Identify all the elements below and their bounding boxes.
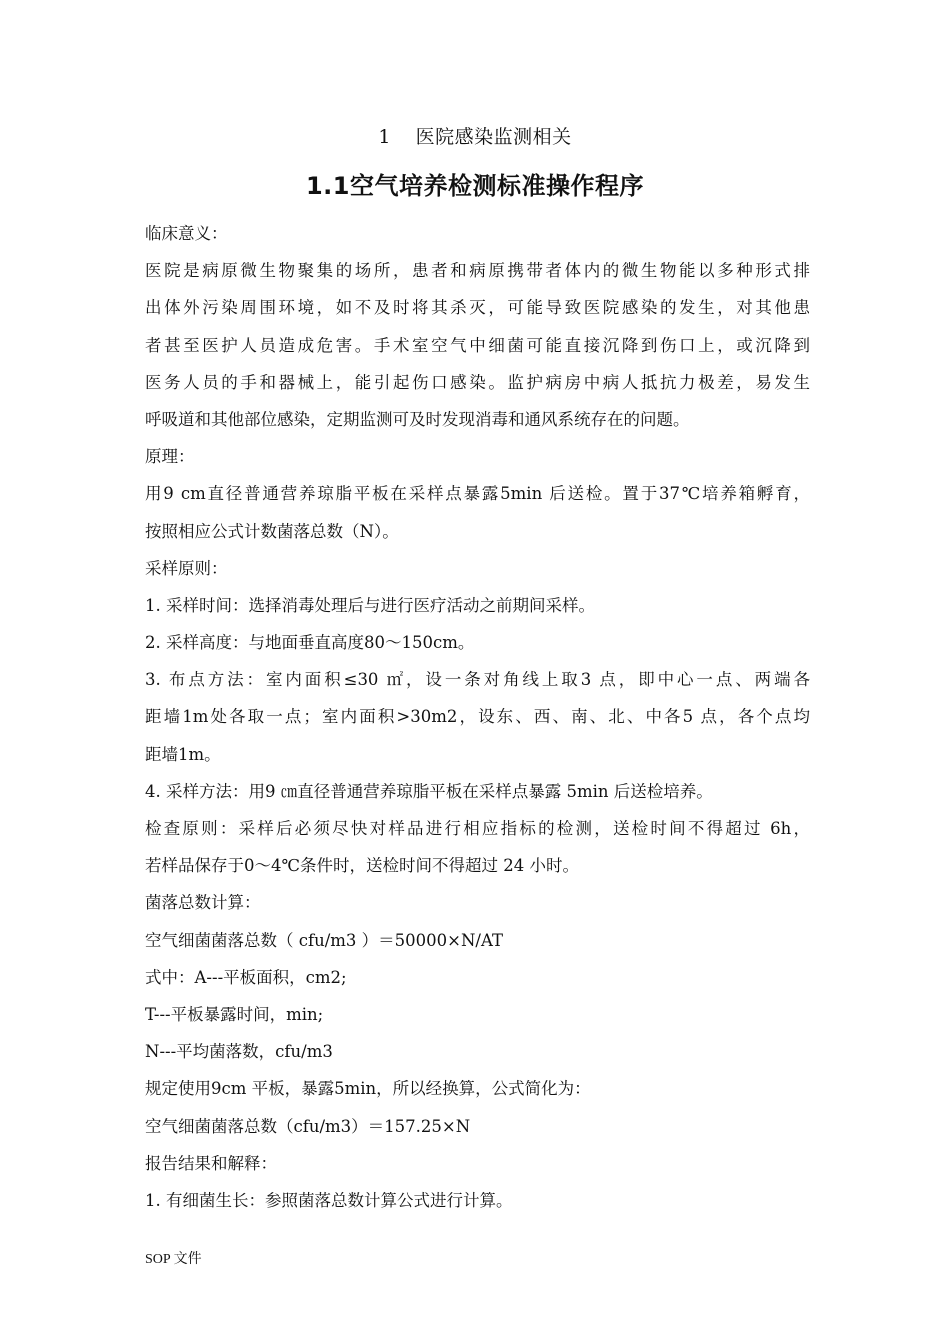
- heading-principle: 原理：: [145, 447, 195, 467]
- paragraph-line: 出体外污染周围环境，如不及时将其杀灭，可能导致医院感染的发生，对其他患: [145, 298, 810, 318]
- paragraph-line: 者甚至医护人员造成危害。手术室空气中细菌可能直接沉降到伤口上，或沉降到: [145, 335, 810, 355]
- list-item: 1. 有细菌生长：参照菌落总数计算公式进行计算。: [145, 1190, 513, 1210]
- paragraph-line: 医务人员的手和器械上，能引起伤口感染。监护病房中病人抵抗力极差，易发生: [145, 372, 810, 392]
- paragraph-line: 若样品保存于0～4℃条件时，送检时间不得超过 24 小时。: [145, 856, 579, 876]
- formula-definition: 式中：A---平板面积，cm2;: [145, 967, 347, 987]
- list-item: 1. 采样时间：选择消毒处理后与进行医疗活动之前期间采样。: [145, 595, 595, 615]
- paragraph-line: 呼吸道和其他部位感染，定期监测可及时发现消毒和通风系统存在的问题。: [145, 409, 690, 429]
- heading-clinical-significance: 临床意义：: [145, 224, 228, 243]
- section-title: 医院感染监测相关: [415, 126, 572, 148]
- paragraph-line: 按照相应公式计数菌落总数（N）。: [145, 521, 399, 541]
- heading-sampling-principles: 采样原则：: [145, 558, 228, 578]
- formula-definition: N---平均菌落数，cfu/m3: [145, 1042, 333, 1062]
- list-item-continuation: 距墙1m处各取一点；室内面积>30m2，设东、西、南、北、中各5 点，各个点均: [145, 707, 810, 727]
- heading-report-results: 报告结果和解释：: [145, 1153, 277, 1173]
- formula-line: 空气细菌菌落总数（ cfu/m3 ）＝50000×N/AT: [145, 930, 503, 950]
- document-body: [145, 215, 810, 1219]
- list-item-continuation: 距墙1m。: [145, 744, 221, 764]
- list-item: 3. 布点方法：室内面积≤30 ㎡，设一条对角线上取3 点，即中心一点、两端各: [145, 670, 810, 690]
- formula-line: 空气细菌菌落总数（cfu/m3）＝157.25×N: [145, 1116, 471, 1136]
- paragraph-line: 规定使用9cm 平板，暴露5min，所以经换算，公式简化为：: [145, 1079, 591, 1099]
- heading-colony-calculation: 菌落总数计算：: [145, 893, 261, 913]
- paragraph-line: 医院是病原微生物聚集的场所，患者和病原携带者体内的微生物能以多种形式排: [145, 261, 810, 281]
- list-item: 2. 采样高度：与地面垂直高度80～150cm。: [145, 633, 475, 653]
- section-number: 1: [378, 126, 392, 148]
- list-item: 4. 采样方法：用9 ㎝直径普通营养琼脂平板在采样点暴露 5min 后送检培养。: [145, 781, 713, 801]
- paragraph-line: 用9 cm直径普通营养琼脂平板在采样点暴露5min 后送检。置于37℃培养箱孵育，: [145, 484, 810, 504]
- document-title: 1.1空气培养检测标准操作程序: [305, 172, 644, 200]
- formula-definition: T---平板暴露时间，min;: [145, 1004, 324, 1024]
- section-heading: [0, 122, 950, 149]
- paragraph-line: 检查原则：采样后必须尽快对样品进行相应指标的检测，送检时间不得超过 6h，: [145, 819, 810, 838]
- page-footer: SOP 文件: [145, 1252, 202, 1267]
